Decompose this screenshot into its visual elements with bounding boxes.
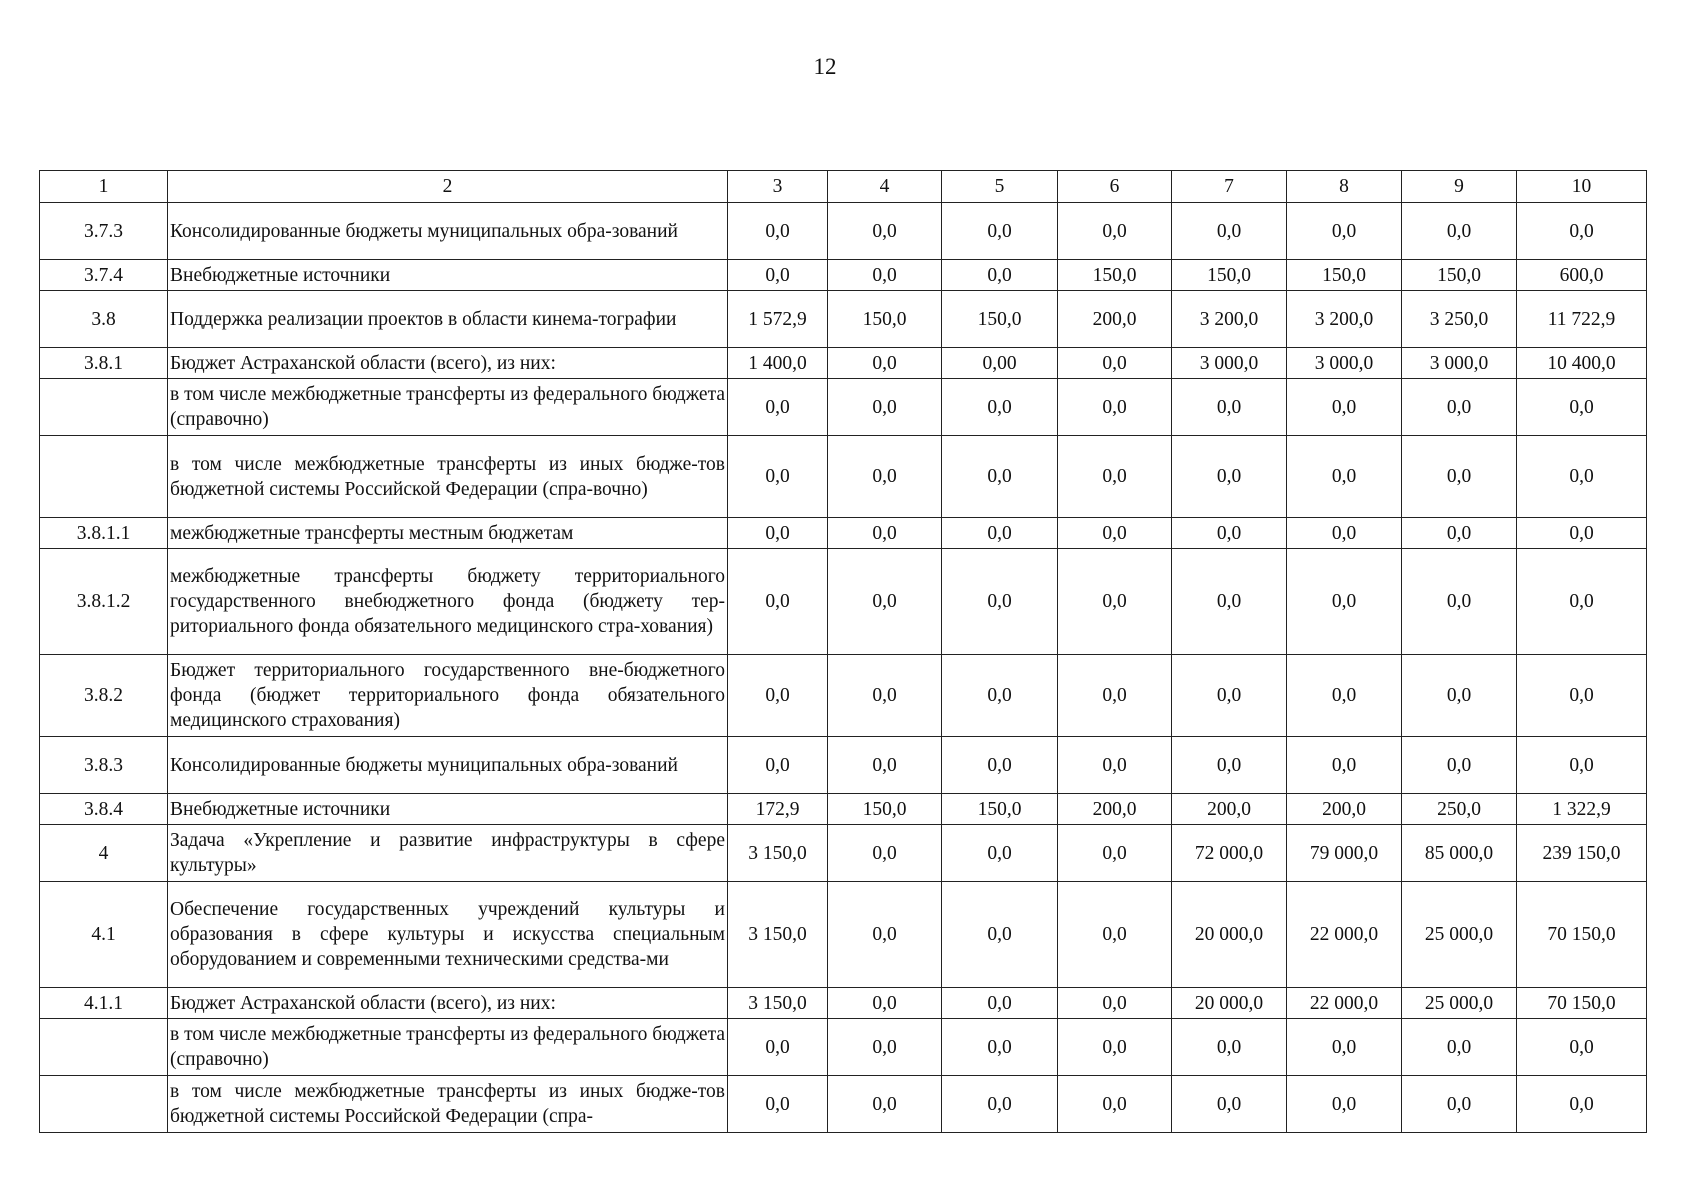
row-value: 0,0 xyxy=(1287,379,1402,436)
row-value: 0,0 xyxy=(942,825,1058,882)
row-value: 0,0 xyxy=(828,882,942,988)
row-value: 25 000,0 xyxy=(1402,882,1517,988)
row-value: 200,0 xyxy=(1058,794,1172,825)
row-value: 3 150,0 xyxy=(728,988,828,1019)
row-value: 0,0 xyxy=(1287,436,1402,518)
table-row xyxy=(40,988,1647,1019)
row-name: Обеспечение государственных учреждений культуры и образования в сфере культуры и искусства специальным оборудованием и современными техническими средства-ми xyxy=(168,882,728,988)
row-value: 0,0 xyxy=(1517,436,1647,518)
row-value: 0,0 xyxy=(1287,518,1402,549)
column-header: 6 xyxy=(1058,171,1172,203)
row-name: в том числе межбюджетные трансферты из федерального бюджета (справочно) xyxy=(168,379,728,436)
row-value: 72 000,0 xyxy=(1172,825,1287,882)
table-row xyxy=(40,518,1647,549)
table-row xyxy=(40,203,1647,260)
row-name: в том числе межбюджетные трансферты из федерального бюджета (справочно) xyxy=(168,1019,728,1076)
row-code: 3.8.2 xyxy=(40,655,168,737)
row-value: 70 150,0 xyxy=(1517,988,1647,1019)
row-value: 0,0 xyxy=(1172,436,1287,518)
row-name: Внебюджетные источники xyxy=(168,794,728,825)
table-row xyxy=(40,379,1647,436)
table-row xyxy=(40,655,1647,737)
row-value: 1 572,9 xyxy=(728,291,828,348)
row-value: 0,0 xyxy=(828,436,942,518)
column-header: 3 xyxy=(728,171,828,203)
row-name: Поддержка реализации проектов в области кинема-тографии xyxy=(168,291,728,348)
row-value: 0,0 xyxy=(828,348,942,379)
row-value: 0,0 xyxy=(1058,988,1172,1019)
row-value: 150,0 xyxy=(1172,260,1287,291)
row-name: Бюджет Астраханской области (всего), из них: xyxy=(168,348,728,379)
row-value: 0,0 xyxy=(1402,655,1517,737)
row-value: 0,0 xyxy=(1287,1076,1402,1133)
row-value: 0,0 xyxy=(1287,1019,1402,1076)
row-value: 150,0 xyxy=(828,291,942,348)
row-value: 0,0 xyxy=(942,1019,1058,1076)
row-value: 0,0 xyxy=(1517,203,1647,260)
row-value: 0,0 xyxy=(1517,655,1647,737)
row-value: 79 000,0 xyxy=(1287,825,1402,882)
row-name: Консолидированные бюджеты муниципальных обра-зований xyxy=(168,203,728,260)
row-value: 0,0 xyxy=(728,737,828,794)
row-code: 3.8.1.1 xyxy=(40,518,168,549)
row-value: 0,0 xyxy=(1402,737,1517,794)
row-value: 3 150,0 xyxy=(728,825,828,882)
row-value: 70 150,0 xyxy=(1517,882,1647,988)
row-value: 0,0 xyxy=(1402,518,1517,549)
row-code: 4.1 xyxy=(40,882,168,988)
row-value: 0,0 xyxy=(1058,737,1172,794)
row-value: 10 400,0 xyxy=(1517,348,1647,379)
row-value: 3 000,0 xyxy=(1402,348,1517,379)
row-value: 0,0 xyxy=(728,1076,828,1133)
table-row xyxy=(40,882,1647,988)
row-value: 150,0 xyxy=(942,291,1058,348)
row-value: 0,0 xyxy=(942,737,1058,794)
row-code xyxy=(40,436,168,518)
column-header: 7 xyxy=(1172,171,1287,203)
row-value: 0,0 xyxy=(1172,655,1287,737)
row-value: 150,0 xyxy=(1402,260,1517,291)
column-header: 9 xyxy=(1402,171,1517,203)
row-value: 0,0 xyxy=(728,379,828,436)
table-row xyxy=(40,348,1647,379)
row-value: 20 000,0 xyxy=(1172,988,1287,1019)
row-value: 1 322,9 xyxy=(1517,794,1647,825)
row-value: 85 000,0 xyxy=(1402,825,1517,882)
row-name: межбюджетные трансферты бюджету территориального государственного внебюджетного фонда (бюджету тер-риториального фонда обязательного медицинского стра-хования) xyxy=(168,549,728,655)
row-value: 0,0 xyxy=(942,379,1058,436)
row-value: 0,0 xyxy=(828,1019,942,1076)
row-value: 0,0 xyxy=(728,436,828,518)
row-name: Бюджет территориального государственного вне-бюджетного фонда (бюджет территориального фонда обязательного медицинского страхования) xyxy=(168,655,728,737)
row-name: Задача «Укрепление и развитие инфраструктуры в сфере культуры» xyxy=(168,825,728,882)
row-value: 0,0 xyxy=(942,436,1058,518)
column-header: 10 xyxy=(1517,171,1647,203)
row-value: 150,0 xyxy=(1058,260,1172,291)
row-value: 3 250,0 xyxy=(1402,291,1517,348)
row-value: 3 000,0 xyxy=(1287,348,1402,379)
row-value: 0,0 xyxy=(828,379,942,436)
row-value: 0,0 xyxy=(1402,1019,1517,1076)
row-name: в том числе межбюджетные трансферты из иных бюдже-тов бюджетной системы Российской Федерации (спра- xyxy=(168,1076,728,1133)
row-value: 600,0 xyxy=(1517,260,1647,291)
row-code: 3.7.3 xyxy=(40,203,168,260)
row-value: 0,0 xyxy=(828,825,942,882)
row-value: 200,0 xyxy=(1058,291,1172,348)
header-row xyxy=(40,171,1647,203)
table-row xyxy=(40,794,1647,825)
row-value: 0,0 xyxy=(942,203,1058,260)
page-number: 12 xyxy=(813,54,837,79)
row-value: 0,0 xyxy=(1287,655,1402,737)
row-value: 0,0 xyxy=(828,203,942,260)
table-row xyxy=(40,737,1647,794)
row-code: 3.8.4 xyxy=(40,794,168,825)
row-value: 22 000,0 xyxy=(1287,988,1402,1019)
row-value: 0,0 xyxy=(942,549,1058,655)
row-value: 0,0 xyxy=(1058,882,1172,988)
row-value: 150,0 xyxy=(942,794,1058,825)
column-header: 5 xyxy=(942,171,1058,203)
row-value: 0,0 xyxy=(1172,203,1287,260)
row-value: 0,0 xyxy=(1517,1076,1647,1133)
row-value: 0,0 xyxy=(1172,737,1287,794)
row-value: 0,0 xyxy=(1287,203,1402,260)
row-value: 0,0 xyxy=(1172,1019,1287,1076)
row-value: 0,0 xyxy=(1172,379,1287,436)
row-value: 0,0 xyxy=(728,1019,828,1076)
row-value: 0,0 xyxy=(942,988,1058,1019)
row-value: 0,0 xyxy=(728,203,828,260)
row-value: 0,0 xyxy=(828,549,942,655)
row-value: 0,0 xyxy=(728,260,828,291)
row-value: 1 400,0 xyxy=(728,348,828,379)
row-value: 3 200,0 xyxy=(1287,291,1402,348)
column-header: 2 xyxy=(168,171,728,203)
row-value: 0,0 xyxy=(1172,1076,1287,1133)
row-code: 3.8.3 xyxy=(40,737,168,794)
row-value: 0,0 xyxy=(1058,655,1172,737)
row-name: межбюджетные трансферты местным бюджетам xyxy=(168,518,728,549)
row-value: 0,0 xyxy=(1058,518,1172,549)
row-value: 0,0 xyxy=(1517,737,1647,794)
row-value: 0,0 xyxy=(1517,1019,1647,1076)
row-value: 0,0 xyxy=(728,655,828,737)
table-row xyxy=(40,825,1647,882)
row-value: 0,0 xyxy=(942,260,1058,291)
row-value: 0,0 xyxy=(828,988,942,1019)
row-value: 0,0 xyxy=(1058,436,1172,518)
row-value: 0,0 xyxy=(1517,379,1647,436)
row-code xyxy=(40,1076,168,1133)
row-value: 0,0 xyxy=(942,1076,1058,1133)
row-value: 200,0 xyxy=(1287,794,1402,825)
row-value: 11 722,9 xyxy=(1517,291,1647,348)
row-value: 0,0 xyxy=(1058,203,1172,260)
row-value: 0,0 xyxy=(1517,518,1647,549)
row-value: 150,0 xyxy=(828,794,942,825)
column-header: 8 xyxy=(1287,171,1402,203)
row-value: 0,0 xyxy=(1402,1076,1517,1133)
row-value: 0,0 xyxy=(728,549,828,655)
row-value: 0,0 xyxy=(1517,549,1647,655)
row-value: 0,0 xyxy=(942,518,1058,549)
row-value: 0,0 xyxy=(942,882,1058,988)
row-value: 0,0 xyxy=(1402,379,1517,436)
row-value: 0,0 xyxy=(1172,549,1287,655)
row-value: 0,0 xyxy=(728,518,828,549)
row-value: 150,0 xyxy=(1287,260,1402,291)
row-value: 0,0 xyxy=(1058,549,1172,655)
table-body xyxy=(40,203,1647,1133)
table-row xyxy=(40,1076,1647,1133)
row-code: 3.8.1 xyxy=(40,348,168,379)
row-value: 3 200,0 xyxy=(1172,291,1287,348)
row-value: 0,0 xyxy=(1287,737,1402,794)
row-code xyxy=(40,1019,168,1076)
row-value: 0,0 xyxy=(828,260,942,291)
row-value: 3 150,0 xyxy=(728,882,828,988)
row-code xyxy=(40,379,168,436)
row-code: 4.1.1 xyxy=(40,988,168,1019)
row-name: Консолидированные бюджеты муниципальных обра-зований xyxy=(168,737,728,794)
table-row xyxy=(40,549,1647,655)
row-name: в том числе межбюджетные трансферты из иных бюдже-тов бюджетной системы Российской Федерации (спра-вочно) xyxy=(168,436,728,518)
row-value: 0,0 xyxy=(1058,379,1172,436)
table-row xyxy=(40,260,1647,291)
row-value: 239 150,0 xyxy=(1517,825,1647,882)
row-value: 3 000,0 xyxy=(1172,348,1287,379)
budget-table xyxy=(39,170,1647,1133)
row-value: 0,00 xyxy=(942,348,1058,379)
row-code: 3.7.4 xyxy=(40,260,168,291)
row-code: 4 xyxy=(40,825,168,882)
row-value: 0,0 xyxy=(1172,518,1287,549)
row-value: 0,0 xyxy=(1402,203,1517,260)
row-value: 0,0 xyxy=(1058,1076,1172,1133)
row-value: 20 000,0 xyxy=(1172,882,1287,988)
row-value: 0,0 xyxy=(828,518,942,549)
table-row xyxy=(40,1019,1647,1076)
row-value: 0,0 xyxy=(1058,1019,1172,1076)
row-value: 200,0 xyxy=(1172,794,1287,825)
row-value: 0,0 xyxy=(942,655,1058,737)
column-header: 4 xyxy=(828,171,942,203)
row-value: 22 000,0 xyxy=(1287,882,1402,988)
row-value: 0,0 xyxy=(1058,825,1172,882)
table-row xyxy=(40,436,1647,518)
row-name: Внебюджетные источники xyxy=(168,260,728,291)
row-value: 172,9 xyxy=(728,794,828,825)
row-value: 0,0 xyxy=(1402,549,1517,655)
row-code: 3.8 xyxy=(40,291,168,348)
row-code: 3.8.1.2 xyxy=(40,549,168,655)
table-row xyxy=(40,291,1647,348)
row-value: 0,0 xyxy=(1058,348,1172,379)
column-header: 1 xyxy=(40,171,168,203)
row-value: 0,0 xyxy=(828,737,942,794)
row-value: 0,0 xyxy=(1402,436,1517,518)
row-value: 0,0 xyxy=(828,655,942,737)
row-value: 0,0 xyxy=(1287,549,1402,655)
row-value: 25 000,0 xyxy=(1402,988,1517,1019)
row-value: 0,0 xyxy=(828,1076,942,1133)
row-name: Бюджет Астраханской области (всего), из них: xyxy=(168,988,728,1019)
row-value: 250,0 xyxy=(1402,794,1517,825)
